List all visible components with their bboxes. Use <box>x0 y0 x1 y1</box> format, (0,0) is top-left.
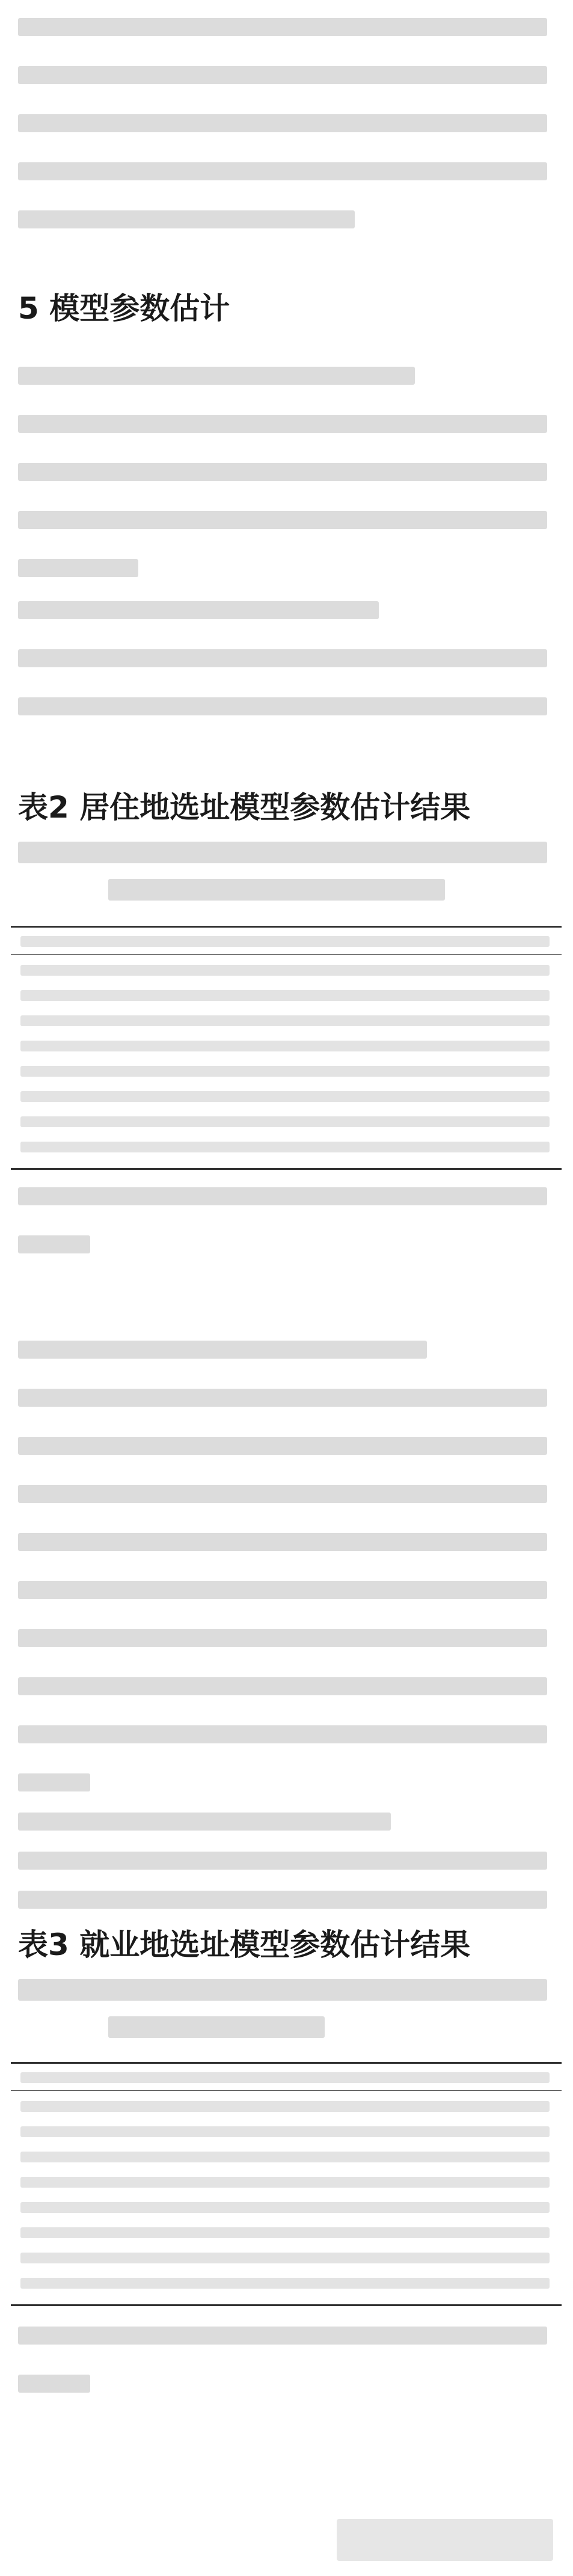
unreadable-text <box>18 1891 547 1909</box>
unreadable-table-row <box>20 1041 550 1051</box>
unreadable-table-row <box>20 1116 550 1127</box>
unreadable-table-row <box>20 965 550 976</box>
unreadable-table-row <box>20 1142 550 1152</box>
unreadable-table-row <box>20 1091 550 1102</box>
unreadable-text <box>18 1629 547 1647</box>
table-header-rule <box>11 2090 562 2091</box>
unreadable-text <box>18 1187 547 1205</box>
unreadable-table-row <box>20 2253 550 2263</box>
unreadable-text <box>18 463 547 481</box>
section-heading: 5 模型参数估计 <box>18 291 230 326</box>
unreadable-text <box>18 697 547 715</box>
unreadable-text <box>18 1852 547 1870</box>
unreadable-text <box>18 2327 547 2345</box>
unreadable-text <box>18 162 547 180</box>
table-title: 表3 就业地选址模型参数估计结果 <box>18 1927 471 1962</box>
unreadable-table-row <box>20 2278 550 2289</box>
unreadable-table-row <box>20 2202 550 2213</box>
unreadable-text <box>18 1341 427 1359</box>
unreadable-text <box>18 1485 547 1503</box>
unreadable-text <box>18 1235 90 1253</box>
unreadable-text <box>18 114 547 132</box>
unreadable-text <box>18 1677 547 1695</box>
unreadable-table-row <box>20 990 550 1001</box>
unreadable-text <box>18 367 415 385</box>
unreadable-text <box>108 2016 325 2038</box>
unreadable-text <box>18 842 547 863</box>
unreadable-table-row <box>20 2152 550 2162</box>
unreadable-text <box>18 210 355 228</box>
unreadable-watermark <box>337 2519 553 2561</box>
unreadable-text <box>18 1581 547 1599</box>
unreadable-text <box>18 18 547 36</box>
unreadable-table-row <box>20 2177 550 2188</box>
unreadable-text <box>18 1389 547 1407</box>
results-table <box>11 2062 562 2306</box>
unreadable-text <box>18 1437 547 1455</box>
results-table <box>11 926 562 1170</box>
unreadable-table-row <box>20 2101 550 2112</box>
unreadable-text <box>18 1533 547 1551</box>
unreadable-text <box>18 1725 547 1743</box>
unreadable-text <box>18 511 547 529</box>
unreadable-text <box>18 415 547 433</box>
unreadable-text <box>18 1813 391 1831</box>
unreadable-table-row <box>20 1066 550 1077</box>
unreadable-text <box>18 1979 547 2001</box>
unreadable-text <box>18 601 379 619</box>
unreadable-text <box>18 559 138 577</box>
unreadable-text <box>18 649 547 667</box>
unreadable-table-row <box>20 936 550 947</box>
unreadable-table-row <box>20 1015 550 1026</box>
unreadable-table-row <box>20 2126 550 2137</box>
unreadable-table-row <box>20 2072 550 2083</box>
table-title: 表2 居住地选址模型参数估计结果 <box>18 790 471 825</box>
unreadable-text <box>18 66 547 84</box>
table-header-rule <box>11 954 562 955</box>
unreadable-table-row <box>20 2227 550 2238</box>
unreadable-text <box>18 2375 90 2393</box>
unreadable-text <box>18 1773 90 1791</box>
unreadable-text <box>108 879 445 901</box>
